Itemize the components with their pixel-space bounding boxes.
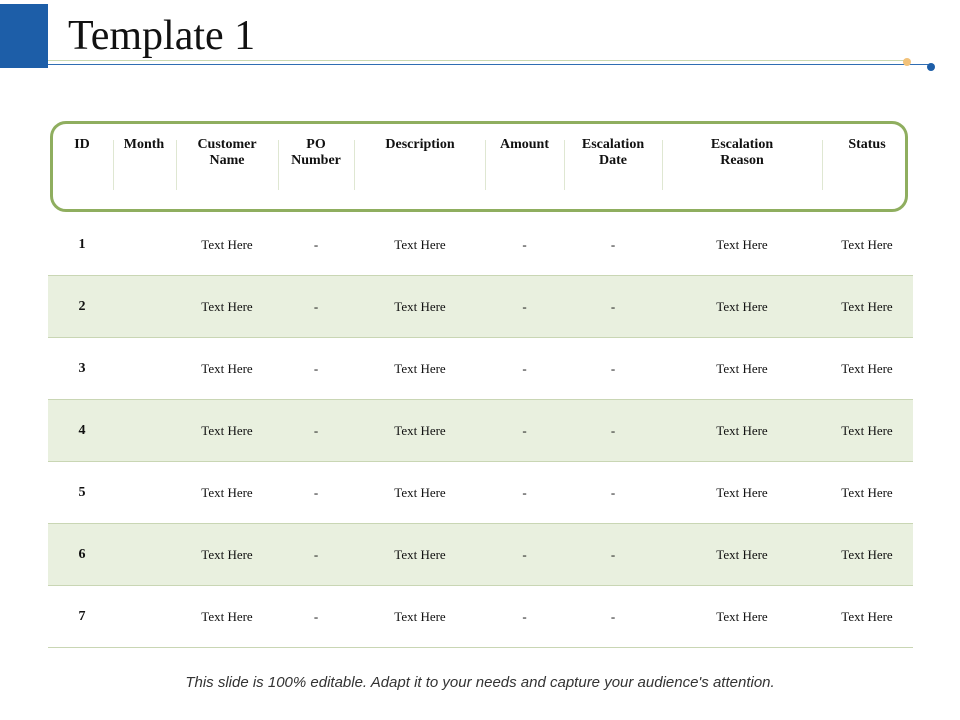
table-row	[48, 462, 913, 524]
table-cell: -	[522, 423, 527, 438]
table-cell: Text Here	[841, 299, 893, 314]
table-cell: -	[610, 609, 616, 624]
table-cell: -	[313, 485, 319, 500]
column-header: Escalation Date	[581, 137, 645, 168]
table-cell: Text Here	[841, 361, 893, 376]
table-row	[48, 338, 913, 400]
column-divider	[354, 140, 355, 190]
table-cell	[113, 462, 175, 523]
table-cell: Text Here	[201, 423, 253, 438]
table-cell: Text Here	[841, 423, 893, 438]
table-row	[48, 276, 913, 338]
table-row	[48, 400, 913, 462]
table-cell: 4	[78, 423, 86, 438]
column-divider	[113, 140, 114, 190]
table-cell: -	[610, 361, 616, 376]
table-cell: Text Here	[394, 609, 446, 624]
table-cell: -	[313, 361, 319, 376]
column-header: Status	[848, 137, 886, 152]
table-cell: -	[522, 361, 527, 376]
table-cell: Text Here	[201, 361, 253, 376]
table-cell: -	[313, 299, 319, 314]
table-cell: Text Here	[716, 299, 768, 314]
table-cell	[113, 276, 175, 337]
table-cell: Text Here	[716, 485, 768, 500]
table-row	[48, 214, 913, 276]
table-cell: -	[522, 299, 527, 314]
table-cell	[113, 586, 175, 647]
table-cell: -	[522, 237, 527, 252]
table-cell: Text Here	[841, 237, 893, 252]
table-cell: Text Here	[716, 609, 768, 624]
table-cell	[113, 338, 175, 399]
column-header: ID	[74, 137, 90, 152]
table-cell: Text Here	[394, 237, 446, 252]
table-cell: -	[522, 609, 527, 624]
table-cell: Text Here	[716, 423, 768, 438]
table-cell: -	[522, 547, 527, 562]
table-cell	[113, 400, 175, 461]
decorative-dot-blue	[927, 63, 935, 71]
column-divider	[822, 140, 823, 190]
slide-footer-note: This slide is 100% editable. Adapt it to your needs and capture your audience's attention.	[185, 674, 775, 691]
table-cell: Text Here	[394, 547, 446, 562]
table-cell: Text Here	[201, 547, 253, 562]
table-cell: Text Here	[394, 299, 446, 314]
table-cell: Text Here	[201, 609, 253, 624]
column-divider	[564, 140, 565, 190]
table-cell	[113, 524, 175, 585]
table-cell: 6	[78, 547, 86, 562]
table-cell	[113, 214, 175, 275]
table-cell: 7	[78, 609, 86, 624]
table-row	[48, 586, 913, 648]
column-divider	[485, 140, 486, 190]
table-cell: 5	[78, 485, 86, 500]
column-header: Customer Name	[197, 137, 257, 168]
table-cell: Text Here	[716, 237, 768, 252]
title-accent-block	[0, 4, 48, 68]
title-underline	[48, 64, 928, 65]
table-cell: 1	[78, 237, 86, 252]
table-cell: Text Here	[394, 361, 446, 376]
table-cell: -	[610, 423, 616, 438]
column-header: PO Number	[291, 137, 341, 168]
column-divider	[176, 140, 177, 190]
table-cell: Text Here	[841, 485, 893, 500]
column-header: Description	[385, 137, 455, 152]
table-cell: Text Here	[201, 237, 253, 252]
table-cell: Text Here	[716, 547, 768, 562]
table-cell: -	[313, 423, 319, 438]
table-cell: -	[522, 485, 527, 500]
table-cell: Text Here	[394, 485, 446, 500]
column-divider	[278, 140, 279, 190]
table-cell: 2	[78, 299, 86, 314]
table-cell: -	[610, 547, 616, 562]
table-cell: 3	[78, 361, 86, 376]
column-header: Month	[123, 137, 165, 152]
table-cell: Text Here	[841, 609, 893, 624]
column-header: Escalation Reason	[710, 137, 774, 168]
table-cell: -	[313, 609, 319, 624]
table-cell: Text Here	[394, 423, 446, 438]
table-row	[48, 524, 913, 586]
column-divider	[662, 140, 663, 190]
table-cell: -	[313, 547, 319, 562]
table-cell: -	[610, 299, 616, 314]
table-cell: -	[313, 237, 319, 252]
table-cell: -	[610, 237, 616, 252]
column-header: Amount	[499, 137, 549, 152]
table-cell: Text Here	[716, 361, 768, 376]
decorative-dot-orange	[903, 58, 911, 66]
slide-title: Template 1	[68, 13, 256, 59]
table-cell: Text Here	[841, 547, 893, 562]
table-cell: Text Here	[201, 485, 253, 500]
table-cell: -	[610, 485, 616, 500]
table-cell: Text Here	[201, 299, 253, 314]
